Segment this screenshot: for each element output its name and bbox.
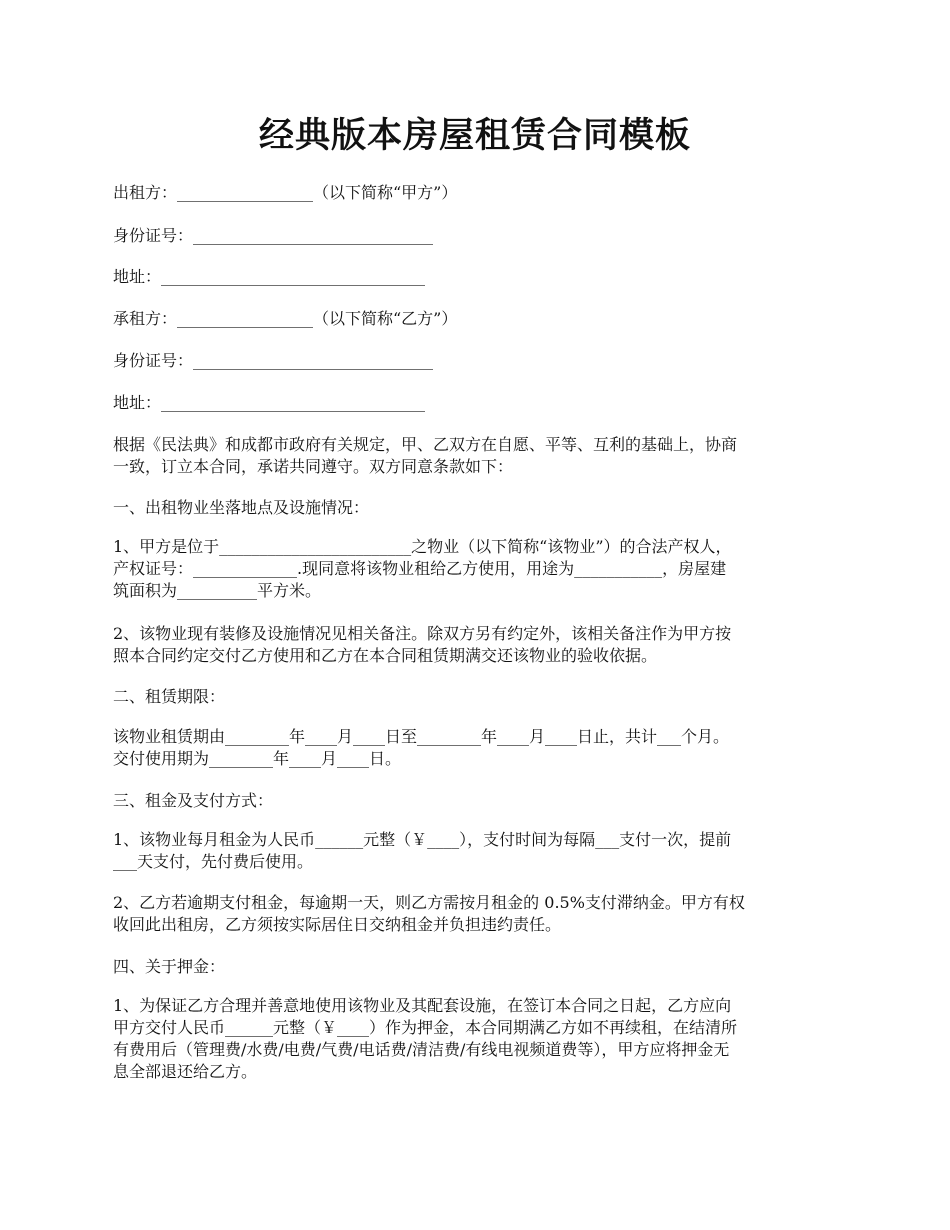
section-heading-1: 一、出租物业坐落地点及设施情况： (113, 498, 370, 517)
section1-item1-line-2: 产权证号：_____________.现同意将该物业租给乙方使用，用途为___________，房屋建 (113, 559, 727, 578)
lessor-name-line: 出租方：_________________（以下简称“甲方”） (113, 183, 458, 202)
section3-item2-line-1: 2、乙方若逾期支付租金，每逾期一天，则乙方需按月租金的 0.5%支付滞纳金。甲方有权 (113, 893, 745, 912)
section2-body-line-2: 交付使用期为________年____月____日。 (113, 749, 402, 768)
section4-item1-line-2: 甲方交付人民币______元整（￥____）作为押金，本合同期满乙方如不再续租，在结清所 (113, 1018, 738, 1037)
section3-item1 (113, 829, 843, 873)
section2-body (113, 726, 843, 770)
section3-item1-line-1: 1、该物业每月租金为人民币______元整（￥____），支付时间为每隔___支付一次，提前 (113, 830, 732, 849)
section1-item2 (113, 623, 843, 667)
section-heading-4: 四、关于押金： (113, 957, 226, 976)
section3-item1-line-2: ___天支付，先付费后使用。 (113, 852, 314, 871)
section3-item2 (113, 892, 843, 936)
section-heading-3: 三、租金及支付方式： (113, 791, 274, 810)
section-heading-2: 二、租赁期限： (113, 687, 226, 706)
section4-item1 (113, 995, 843, 1083)
section3-item2-line-2: 收回此出租房，乙方须按实际居住日交纳租金并负担违约责任。 (113, 915, 562, 934)
section4-item1-line-3: 有费用后（管理费/水费/电费/气费/电话费/清洁费/有线电视频道费等），甲方应将押金无 (113, 1040, 730, 1059)
intro-paragraph (113, 434, 843, 478)
section4-item1-line-4: 息全部退还给乙方。 (113, 1062, 258, 1081)
section1-item1-line-3: 筑面积为__________平方米。 (113, 581, 322, 600)
lessee-id-line: 身份证号：______________________________ (113, 351, 434, 370)
section1-item1 (113, 536, 843, 602)
section2-body-line-1: 该物业租赁期由________年____月____日至________年____月____日止，共计___个月。 (113, 727, 730, 746)
lessee-name-line: 承租方：_________________（以下简称“乙方”） (113, 309, 458, 328)
section1-item2-line-1: 2、该物业现有装修及设施情况见相关备注。除双方另有约定外，该相关备注作为甲方按 (113, 624, 732, 643)
lessor-address-line: 地址：_________________________________ (113, 267, 426, 286)
section1-item1-line-1: 1、甲方是位于________________________之物业（以下简称“该物业”）的合法产权人， (113, 537, 732, 556)
lessor-id-line: 身份证号：______________________________ (113, 226, 434, 245)
section1-item2-line-2: 照本合同约定交付乙方使用和乙方在本合同租赁期满交还该物业的验收依据。 (113, 646, 658, 665)
intro-text-line-2: 一致，订立本合同，承诺共同遵守。双方同意条款如下： (113, 457, 514, 476)
document-title: 经典版本房屋租赁合同模板 (258, 116, 691, 156)
intro-text-line-1: 根据《民法典》和成都市政府有关规定，甲、乙双方在自愿、平等、互利的基础上，协商 (113, 435, 738, 454)
section4-item1-line-1: 1、为保证乙方合理并善意地使用该物业及其配套设施，在签订本合同之日起，乙方应向 (113, 996, 732, 1015)
lessee-address-line: 地址：_________________________________ (113, 393, 426, 412)
